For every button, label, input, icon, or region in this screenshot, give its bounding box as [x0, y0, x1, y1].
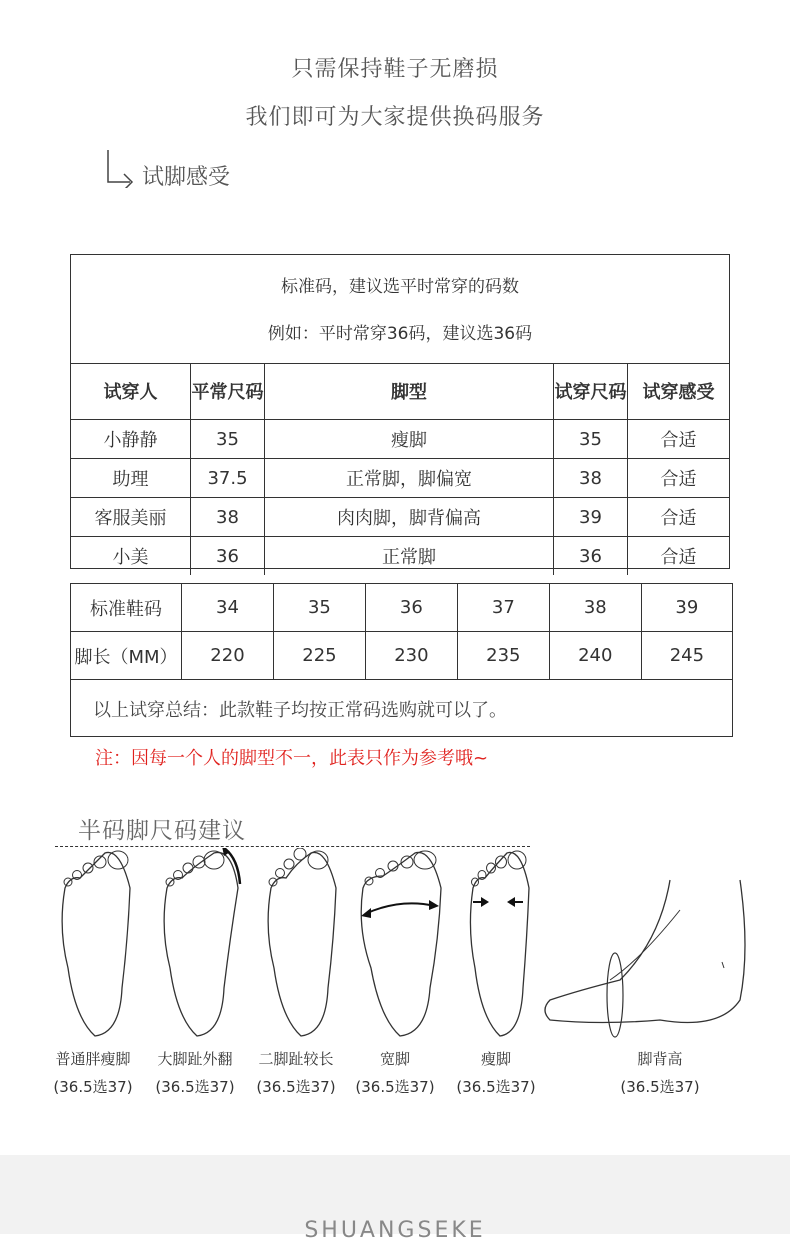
- length-cell: 235: [457, 632, 549, 680]
- trial-summary: 以上试穿总结：此款鞋子均按正常码选购就可以了。: [93, 700, 507, 721]
- cell-foot-type: 正常脚: [265, 537, 554, 576]
- cell-feeling: 合适: [628, 459, 730, 498]
- foot-label-high-instep: 脚背高: [637, 1050, 683, 1068]
- size-row-label: 标准鞋码: [71, 584, 182, 632]
- col-header-trial-size: 试穿尺码: [554, 363, 628, 420]
- wide-foot-icon: [355, 848, 445, 1038]
- foot-label-normal: 普通胖瘦脚: [55, 1050, 131, 1068]
- cell-trial-size: 35: [554, 420, 628, 459]
- narrow-foot-icon: [455, 848, 545, 1038]
- foot-sub-high-instep: (36.5选37): [620, 1078, 700, 1096]
- cell-feeling: 合适: [628, 537, 730, 576]
- table-row: [71, 498, 729, 537]
- cell-usual-size: 38: [191, 498, 265, 537]
- corner-arrow-icon: [100, 148, 140, 188]
- table-row: [71, 459, 729, 498]
- cell-tester: 助理: [71, 459, 191, 498]
- standard-size-table: [70, 583, 733, 737]
- trial-table: [70, 254, 730, 569]
- foot-sub-normal: (36.5选37): [53, 1078, 133, 1096]
- toe-reference-line: [55, 846, 530, 847]
- foot-label-long-toe: 二脚趾较长: [258, 1050, 334, 1068]
- cell-usual-size: 35: [191, 420, 265, 459]
- length-cell: 220: [182, 632, 274, 680]
- high-instep-foot-icon: [540, 870, 750, 1040]
- size-note: [71, 255, 729, 364]
- cell-usual-size: 37.5: [191, 459, 265, 498]
- cell-usual-size: 36: [191, 537, 265, 576]
- cell-tester: 客服美丽: [71, 498, 191, 537]
- cell-trial-size: 39: [554, 498, 628, 537]
- headline-line-1: 只需保持鞋子无磨损: [291, 57, 499, 82]
- bunion-foot-icon: [152, 848, 242, 1038]
- cell-tester: 小静静: [71, 420, 191, 459]
- long-second-toe-foot-icon: [256, 848, 346, 1038]
- length-row-label: 脚长（MM）: [71, 632, 182, 680]
- size-cell: 38: [549, 584, 641, 632]
- col-header-feeling: 试穿感受: [628, 363, 730, 420]
- cell-foot-type: 肉肉脚，脚背偏高: [265, 498, 554, 537]
- table-header-row: [71, 363, 729, 420]
- cell-foot-type: 正常脚，脚偏宽: [265, 459, 554, 498]
- note-line-1: 标准码，建议选平时常穿的码数: [281, 277, 519, 297]
- standard-grid: [71, 584, 732, 680]
- size-row: [71, 584, 732, 632]
- size-cell: 37: [457, 584, 549, 632]
- length-cell: 240: [549, 632, 641, 680]
- size-cell: 36: [365, 584, 457, 632]
- table-row: [71, 420, 729, 459]
- table-row: [71, 537, 729, 576]
- brand-name: SHUANGSEKE: [304, 1218, 486, 1243]
- cell-trial-size: 36: [554, 537, 628, 576]
- warning-note: 注：因每一个人的脚型不一，此表只作为参考哦~: [95, 748, 489, 769]
- cell-trial-size: 38: [554, 459, 628, 498]
- col-header-foot-type: 脚型: [265, 363, 554, 420]
- cell-tester: 小美: [71, 537, 191, 576]
- trial-grid: [71, 363, 729, 575]
- cell-feeling: 合适: [628, 498, 730, 537]
- cell-foot-type: 瘦脚: [265, 420, 554, 459]
- size-cell: 35: [273, 584, 365, 632]
- size-cell: 34: [182, 584, 274, 632]
- foot-sub-wide: (36.5选37): [355, 1078, 435, 1096]
- col-header-tester: 试穿人: [71, 363, 191, 420]
- col-header-usual-size: 平常尺码: [191, 363, 265, 420]
- foot-sub-long-toe: (36.5选37): [256, 1078, 336, 1096]
- half-size-title: 半码脚尺码建议: [78, 818, 246, 844]
- length-row: [71, 632, 732, 680]
- foot-sub-bunion: (36.5选37): [155, 1078, 235, 1096]
- foot-label-wide: 宽脚: [379, 1050, 410, 1068]
- normal-foot-icon: [50, 848, 140, 1038]
- length-cell: 230: [365, 632, 457, 680]
- foot-label-narrow: 瘦脚: [480, 1050, 511, 1068]
- foot-sub-narrow: (36.5选37): [456, 1078, 536, 1096]
- headline-line-2: 我们即可为大家提供换码服务: [245, 105, 545, 130]
- length-cell: 225: [273, 632, 365, 680]
- cell-feeling: 合适: [628, 420, 730, 459]
- note-line-2: 例如：平时常穿36码，建议选36码: [267, 324, 533, 344]
- section-title: 试脚感受: [142, 165, 231, 190]
- size-cell: 39: [641, 584, 732, 632]
- foot-label-bunion: 大脚趾外翻: [157, 1050, 233, 1068]
- length-cell: 245: [641, 632, 732, 680]
